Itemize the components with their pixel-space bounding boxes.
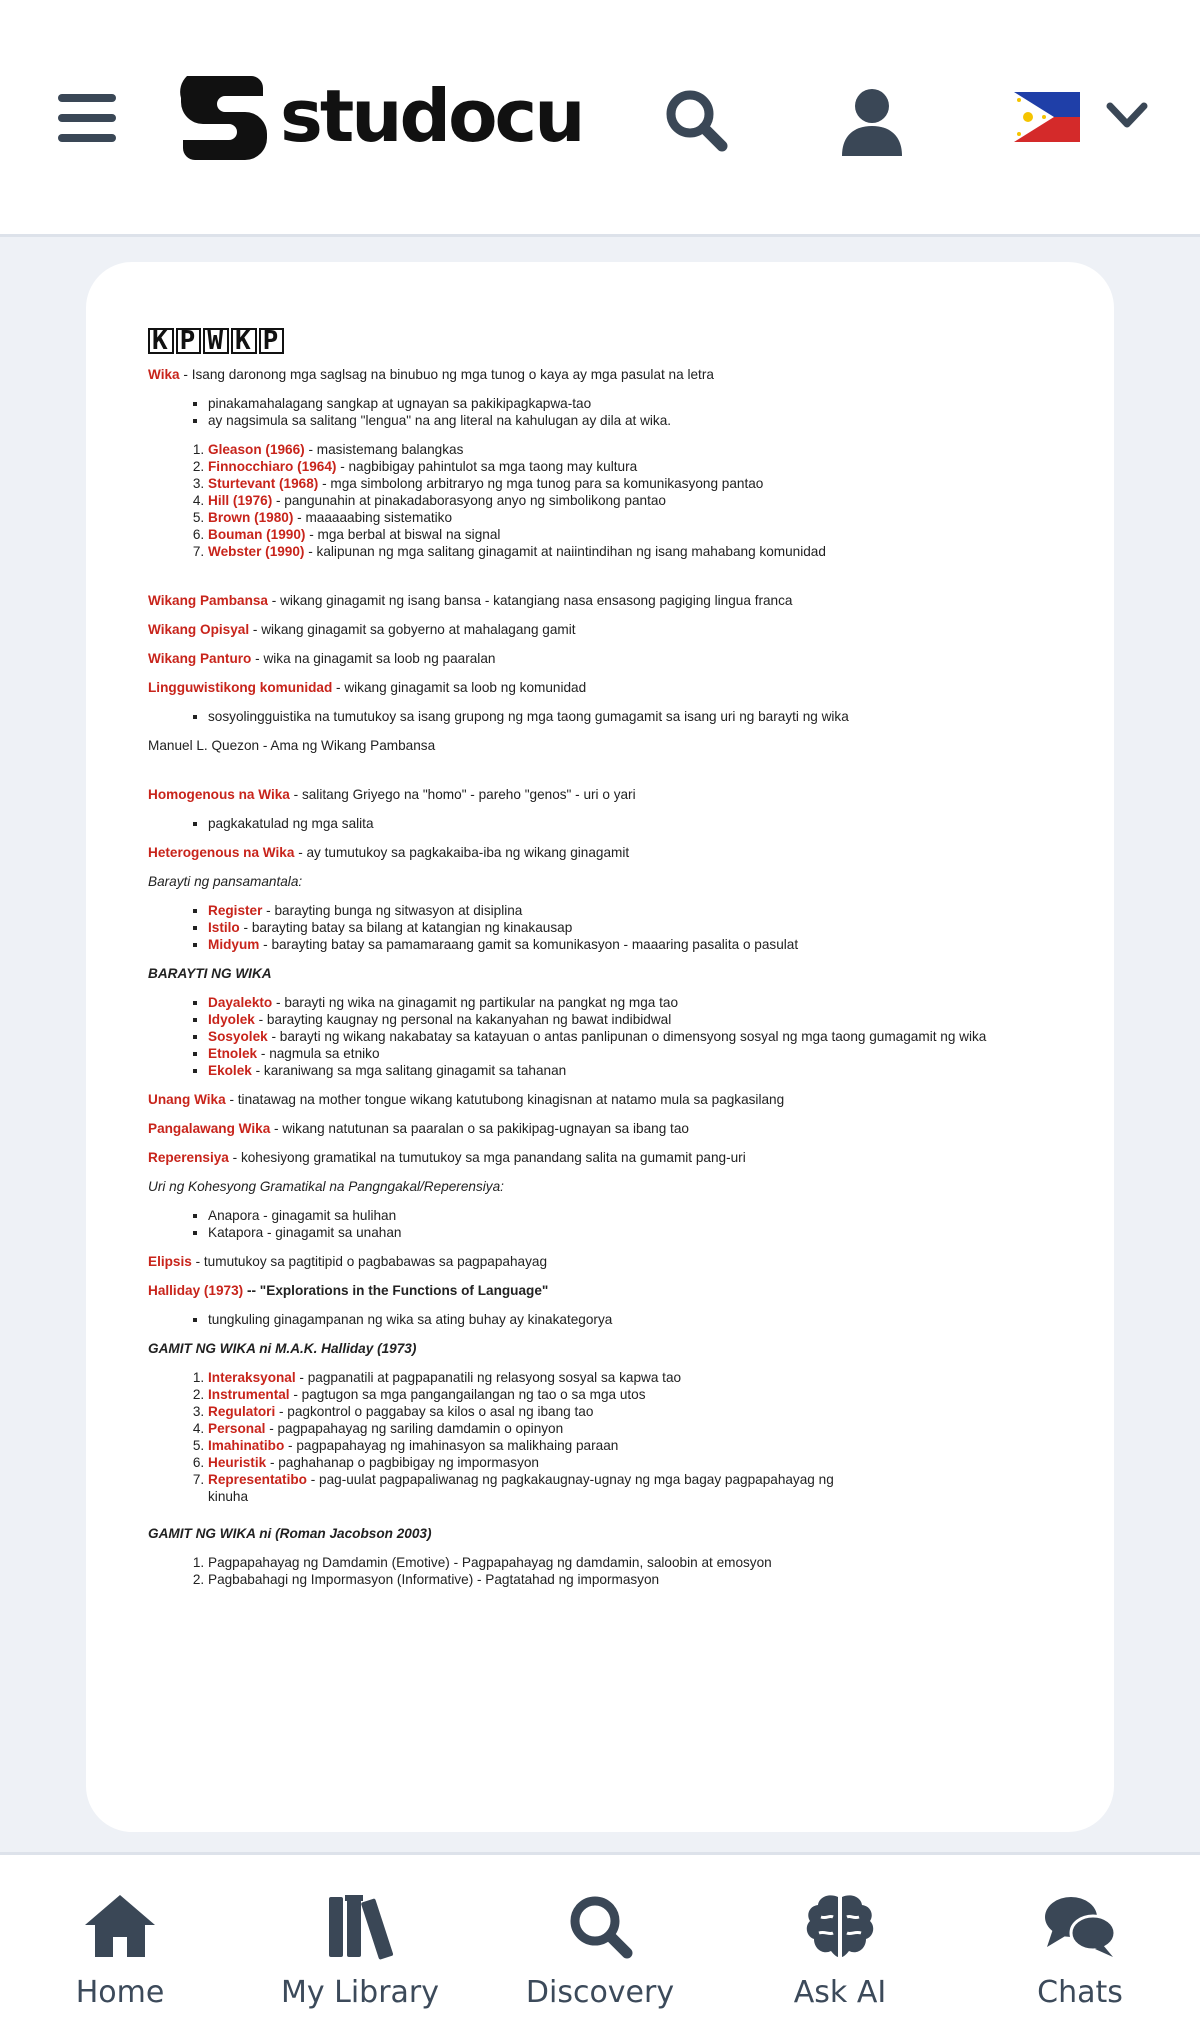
library-icon <box>321 1891 399 1961</box>
list-item: ▪ Ekolek - karaniwang sa mga salitang ginagamit sa tahanan <box>208 1062 1068 1079</box>
brand-name: studocu <box>280 74 583 158</box>
definition-heterogenous: Heterogenous na Wika - ay tumutukoy sa pagkakaiba-iba ng wikang ginagamit <box>148 845 630 860</box>
list-item: 5. Brown (1980) - maaaaabing sistematiko <box>208 509 1068 526</box>
halliday-bullets <box>148 1311 1068 1328</box>
nav-discovery[interactable] <box>500 1891 700 2021</box>
list-item: ▪ pinakamahalagang sangkap at ugnayan sa pakikipagkapwa-tao <box>208 395 1068 412</box>
quezon-line: Manuel L. Quezon - Ama ng Wikang Pambansa <box>148 738 436 753</box>
list-item: ▪ Anapora - ginagamit sa hulihan <box>208 1207 1068 1224</box>
list-item: ▪ ay nagsimula sa salitang "lengua" na ang literal na kahulugan ay dila at wika. <box>208 412 1068 429</box>
homogenous-bullets <box>148 815 1068 832</box>
home-icon <box>81 1891 159 1961</box>
list-item: 4. Hill (1976) - pangunahin at pinakadaborasyong anyo ng simbolikong pantao <box>208 492 1068 509</box>
nav-chats[interactable] <box>980 1891 1180 2021</box>
kohesyong-label: Uri ng Kohesyong Gramatikal na Pangngakal/Reperensiya: <box>148 1179 504 1194</box>
philippines-flag-icon <box>1014 92 1080 142</box>
list-item: 1. Gleason (1966) - masistemang balangkas <box>208 441 1068 458</box>
bottom-navigation <box>0 1852 1200 2042</box>
nav-chats-label: Chats <box>1037 1975 1123 2010</box>
list-item: 5. Imahinatibo - pagpapahayag ng imahinasyon sa malikhaing paraan <box>208 1437 1068 1454</box>
komunidad-bullets <box>148 708 1068 725</box>
studocu-logo-mark <box>172 66 274 166</box>
list-item: ▪ Sosyolek - barayti ng wikang nakabatay sa katayuan o antas panlipunan o dimensyong sosyal ng mga taong gumagamit ng wika <box>208 1028 1018 1045</box>
list-item: ▪ Istilo - barayting batay sa bilang at katangian ng kinakausap <box>208 919 1068 936</box>
list-item: 1. Interaksyonal - pagpanatili at pagpapanatili ng relasyong sosyal sa kapwa tao <box>208 1369 1068 1386</box>
definition-wikang-panturo: Wikang Panturo - wika na ginagamit sa loob ng paaralan <box>148 651 496 666</box>
chat-bubbles-icon <box>1041 1891 1119 1961</box>
definition-unang-wika: Unang Wika - tinatawag na mother tongue wikang katutubong kinagisnan at natamo mula sa pagkasilang <box>148 1092 785 1107</box>
studocu-logo[interactable] <box>172 66 582 166</box>
barayti-label: Barayti ng pansamantala: <box>148 874 303 889</box>
definition-wika: Wika - Isang daronong mga saglsag na binubuo ng mga tunog o kaya ay mga pasulat na letra <box>148 367 714 382</box>
list-item: 3. Sturtevant (1968) - mga simbolong arbitraryo ng mga tunog para sa komunikasyong pantao <box>208 475 1068 492</box>
wika-bullets <box>148 395 1068 429</box>
document-page <box>148 328 1068 1600</box>
definition-halliday: Halliday (1973) -- "Explorations in the Functions of Language" <box>148 1283 549 1298</box>
nav-ask-ai-label: Ask AI <box>793 1975 887 2010</box>
nav-home[interactable] <box>20 1891 220 2021</box>
nav-my-library-label: My Library <box>280 1975 440 2010</box>
barayti-heading: BARAYTI NG WIKA <box>148 966 272 981</box>
top-bar <box>0 0 1200 237</box>
list-item: 2. Pagbabahagi ng Impormasyon (Informative) - Pagtatahad ng impormasyon <box>208 1571 1068 1588</box>
search-icon <box>561 1891 639 1961</box>
list-item: 4. Personal - pagpapahayag ng sariling damdamin o opinyon <box>208 1420 1068 1437</box>
nav-discovery-label: Discovery <box>525 1975 675 2010</box>
list-item: ▪ pagkakatulad ng mga salita <box>208 815 1068 832</box>
gamit-heading-jacobson: GAMIT NG WIKA ni (Roman Jacobson 2003) <box>148 1526 432 1541</box>
language-selector[interactable] <box>1014 90 1154 150</box>
list-item: 3. Regulatori - pagkontrol o paggabay sa kilos o asal ng ibang tao <box>208 1403 1068 1420</box>
search-icon[interactable] <box>662 86 730 154</box>
barayti-bullets <box>148 902 1068 953</box>
definition-elipsis: Elipsis - tumutukoy sa pagtitipid o pagbabawas sa pagpapahayag <box>148 1254 548 1269</box>
hamburger-icon[interactable] <box>58 94 116 142</box>
list-item: 6. Bouman (1990) - mga berbal at biswal na signal <box>208 526 1068 543</box>
nav-my-library[interactable] <box>260 1891 460 2021</box>
list-item: ▪ Dayalekto - barayti ng wika na ginagamit ng partikular na pangkat ng mga tao <box>208 994 1068 1011</box>
list-item: ▪ tungkuling ginagampanan ng wika sa ating buhay ay kinakategorya <box>208 1311 1068 1328</box>
list-item: ▪ Etnolek - nagmula sa etniko <box>208 1045 1068 1062</box>
chevron-down-icon <box>1106 100 1148 130</box>
list-item: 2. Finnocchiaro (1964) - nagbibigay pahintulot sa mga taong may kultura <box>208 458 1068 475</box>
list-item: ▪ Katapora - ginagamit sa unahan <box>208 1224 1068 1241</box>
definers-list <box>148 441 1068 560</box>
user-icon[interactable] <box>836 86 908 158</box>
document-preview-card[interactable] <box>86 262 1114 1832</box>
definition-homogenous: Homogenous na Wika - salitang Griyego na "homo" - pareho "genos" - uri o yari <box>148 787 636 802</box>
list-item: ▪ Register - barayting bunga ng sitwasyon at disiplina <box>208 902 1068 919</box>
list-item: 2. Instrumental - pagtugon sa mga pangangailangan ng tao o sa mga utos <box>208 1386 1068 1403</box>
brain-icon <box>801 1891 879 1961</box>
barayti-list <box>148 994 1068 1079</box>
list-item: ▪ sosyolingguistika na tumutukoy sa isang grupong ng mga taong gumagamit sa isang uri ng barayti ng wika <box>208 708 1068 725</box>
list-item: 7. Webster (1990) - kalipunan ng mga salitang ginagamit at naiintindihan ng isang mahabang komunidad <box>208 543 1068 560</box>
list-item: ▪ Idyolek - barayting kaugnay ng personal na kakanyahan ng bawat indibidwal <box>208 1011 1068 1028</box>
nav-home-label: Home <box>75 1975 165 2010</box>
kohesyong-bullets <box>148 1207 1068 1241</box>
list-item: 1. Pagpapahayag ng Damdamin (Emotive) - Pagpapahayag ng damdamin, saloobin at emosyon <box>208 1554 1068 1571</box>
definition-reperensiya: Reperensiya - kohesiyong gramatikal na tumutukoy sa mga panandang salita na gumamit pang-uri <box>148 1150 746 1165</box>
definition-pangalawang-wika: Pangalawang Wika - wikang natutunan sa paaralan o sa pakikipag-ugnayan sa ibang tao <box>148 1121 689 1136</box>
list-item: ▪ Midyum - barayting batay sa pamamaraang gamit sa komunikasyon - maaaring pasalita o pasulat <box>208 936 1068 953</box>
nav-ask-ai[interactable] <box>740 1891 940 2021</box>
gamit-list <box>148 1369 1068 1505</box>
jacobson-list <box>148 1554 1068 1588</box>
doc-title: K P W K P <box>148 328 1068 354</box>
definition-wikang-opisyal: Wikang Opisyal - wikang ginagamit sa gobyerno at mahalagang gamit <box>148 622 576 637</box>
definition-wikang-pambansa: Wikang Pambansa - wikang ginagamit ng isang bansa - katangiang nasa ensasong pagiging lingua franca <box>148 593 793 608</box>
definition-lingguwistikong-komunidad: Lingguwistikong komunidad - wikang ginagamit sa loob ng komunidad <box>148 680 587 695</box>
list-item: 6. Heuristik - paghahanap o pagbibigay ng impormasyon <box>208 1454 1068 1471</box>
gamit-heading-halliday: GAMIT NG WIKA ni M.A.K. Halliday (1973) <box>148 1341 417 1356</box>
list-item: 7. Representatibo - pag-uulat pagpapaliwanag ng pagkakaugnay-ugnay ng mga bagay pagpapahayag ng kinuha <box>208 1471 1068 1505</box>
